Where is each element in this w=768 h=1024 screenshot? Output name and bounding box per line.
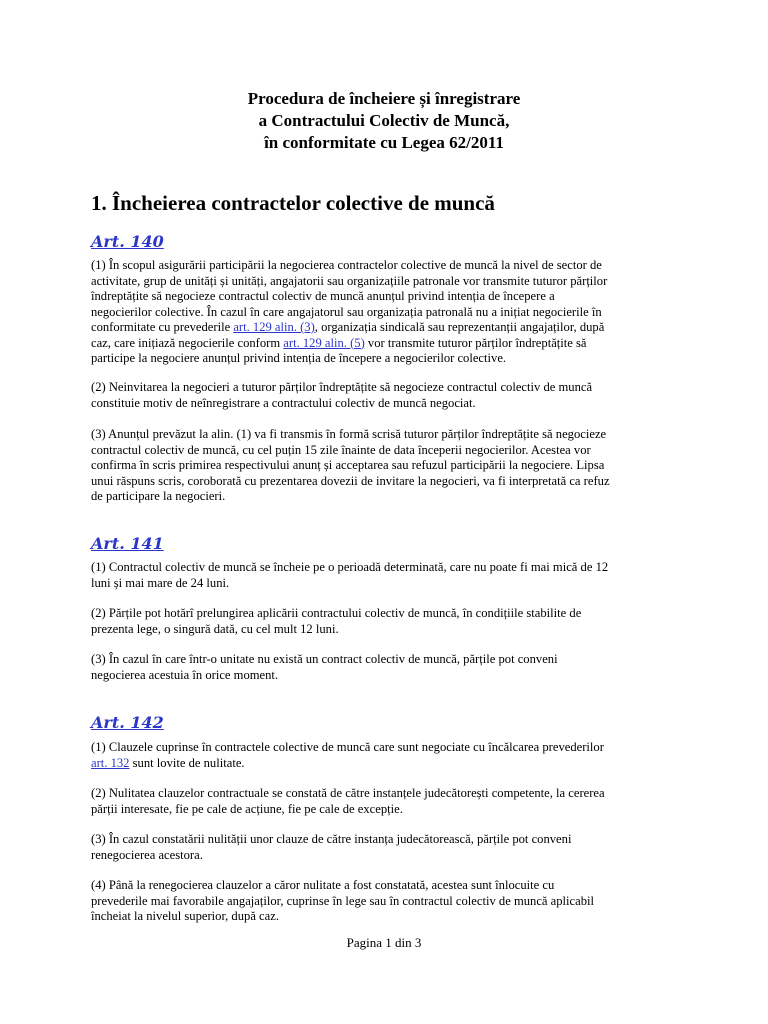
text-line: negocierea acestuia în orice moment.	[91, 667, 279, 682]
text-line: încheiat la nivelul superior, după caz.	[91, 909, 279, 923]
text-line: participe la negociere anunțul privind intenția de începere a negocierilor colective.	[91, 351, 507, 365]
text-line: îndreptățite să negocieze contractul colectiv de muncă anunțul privind intenția de începere a	[91, 289, 555, 303]
art-140-paragraph-3	[91, 427, 691, 505]
text-line: (1) Clauzele cuprinse în contractele colective de muncă care sunt negociate cu încălcarea prevederilor	[91, 740, 604, 754]
art-140-paragraph-1	[91, 258, 691, 367]
text-line: activitate, grup de unități și unități, angajatorii sau organizațiile patronale vor transmite tuturor părților	[91, 273, 608, 288]
text-line	[91, 320, 691, 336]
text-line: (3) Anunțul prevăzut la alin. (1) va fi transmis în formă scrisă tuturor părților îndreptățite să negocieze	[91, 427, 607, 441]
text-line: prevederile mai favorabile angajaților, cuprinse în lege sau în contractul colectiv de muncă aplicabil	[91, 893, 595, 908]
title-line-1: Procedura de încheiere și înregistrare	[247, 89, 521, 108]
text-line: de participare la negocieri.	[91, 489, 226, 503]
text-line: (2) Neinvitarea la negocieri a tuturor părților îndreptățite să negocieze contractul colectiv de muncă	[91, 380, 593, 394]
text-line: (2) Părțile pot hotărî prelungirea aplicării contractului colectiv de muncă, în condițiile stabilite de	[91, 606, 582, 620]
art-140-link[interactable]: Art. 140	[91, 232, 164, 251]
text-fragment: conformitate cu prevederile	[91, 320, 234, 334]
title-line-3: în conformitate cu Legea 62/2011	[264, 133, 504, 152]
text-line: (1) În scopul asigurării participării la negocierea contractelor colective de muncă la nivel de sector de	[91, 258, 602, 272]
text-line: prezenta lege, o singură dată, cu cel mult 12 luni.	[91, 621, 339, 636]
art-140-paragraph-2	[91, 380, 691, 411]
section-heading: 1. Încheierea contractelor colective de muncă	[91, 191, 495, 215]
text-line: unui răspuns scris, coroborată cu prezentarea dovezii de invitare la negocieri, va fi interpretată ca refuz	[91, 473, 610, 488]
text-line: constituie motiv de neînregistrare a contractului colectiv de muncă negociat.	[91, 395, 476, 410]
text-line: renegocierea acestora.	[91, 847, 203, 862]
text-fragment: sunt lovite de nulitate.	[129, 755, 245, 770]
art-129-alin-3-link[interactable]: art. 129 alin. (3)	[233, 320, 315, 334]
text-line: (2) Nulitatea clauzelor contractuale se constată de către instanțele judecătorești competente, la cererea	[91, 786, 605, 800]
text-line: (4) Până la renegocierea clauzelor a căror nulitate a fost constatată, acestea sunt înlocuite cu	[91, 878, 555, 892]
text-line: (3) În cazul constatării nulității unor clauze de către instanța judecătorească, părțile pot conveni	[91, 832, 572, 846]
text-fragment: vor transmite tuturor părților îndreptățite să	[364, 335, 587, 350]
text-line: (3) În cazul în care într-o unitate nu există un contract colectiv de muncă, părțile pot conveni	[91, 652, 558, 666]
text-line	[91, 756, 691, 772]
art-141-paragraph-3	[91, 652, 691, 683]
text-fragment: caz, care inițiază negocierile conform	[91, 335, 284, 350]
document-title	[0, 88, 768, 154]
art-142-paragraph-2	[91, 786, 691, 817]
art-141-link[interactable]: Art. 141	[91, 534, 164, 553]
text-line: contractul colectiv de muncă, cu cel puțin 15 zile înainte de data începerii negocierilor. Acestea vor	[91, 442, 591, 457]
text-line	[91, 336, 691, 352]
text-line: confirma în scris primirea respectivului anunț și acceptarea sau refuzul participării la negociere. Lipsa	[91, 458, 605, 472]
art-142-paragraph-1	[91, 740, 691, 771]
text-fragment: , organizația sindicală sau reprezentanții angajaților, după	[314, 320, 605, 334]
page-number: Pagina 1 din 3	[346, 935, 422, 950]
text-line: (1) Contractul colectiv de muncă se încheie pe o perioadă determinată, care nu poate fi mai mică de 12	[91, 560, 609, 574]
art-129-alin-5-link[interactable]: art. 129 alin. (5)	[283, 335, 365, 350]
art-141-paragraph-2	[91, 606, 691, 637]
art-142-paragraph-4	[91, 878, 691, 925]
art-142-paragraph-3	[91, 832, 691, 863]
art-132-link[interactable]: art. 132	[91, 755, 130, 770]
text-line: negocierilor colective. În cazul în care angajatorul sau organizația patronală nu a inițiat negocierile în	[91, 304, 602, 319]
text-line: părții interesate, fie pe cale de acțiune, fie pe cale de excepție.	[91, 801, 403, 816]
text-line: luni și mai mare de 24 luni.	[91, 575, 230, 590]
art-141-paragraph-1	[91, 560, 691, 591]
art-142-link[interactable]: Art. 142	[91, 713, 164, 732]
title-line-2: a Contractului Colectiv de Muncă,	[258, 111, 510, 130]
